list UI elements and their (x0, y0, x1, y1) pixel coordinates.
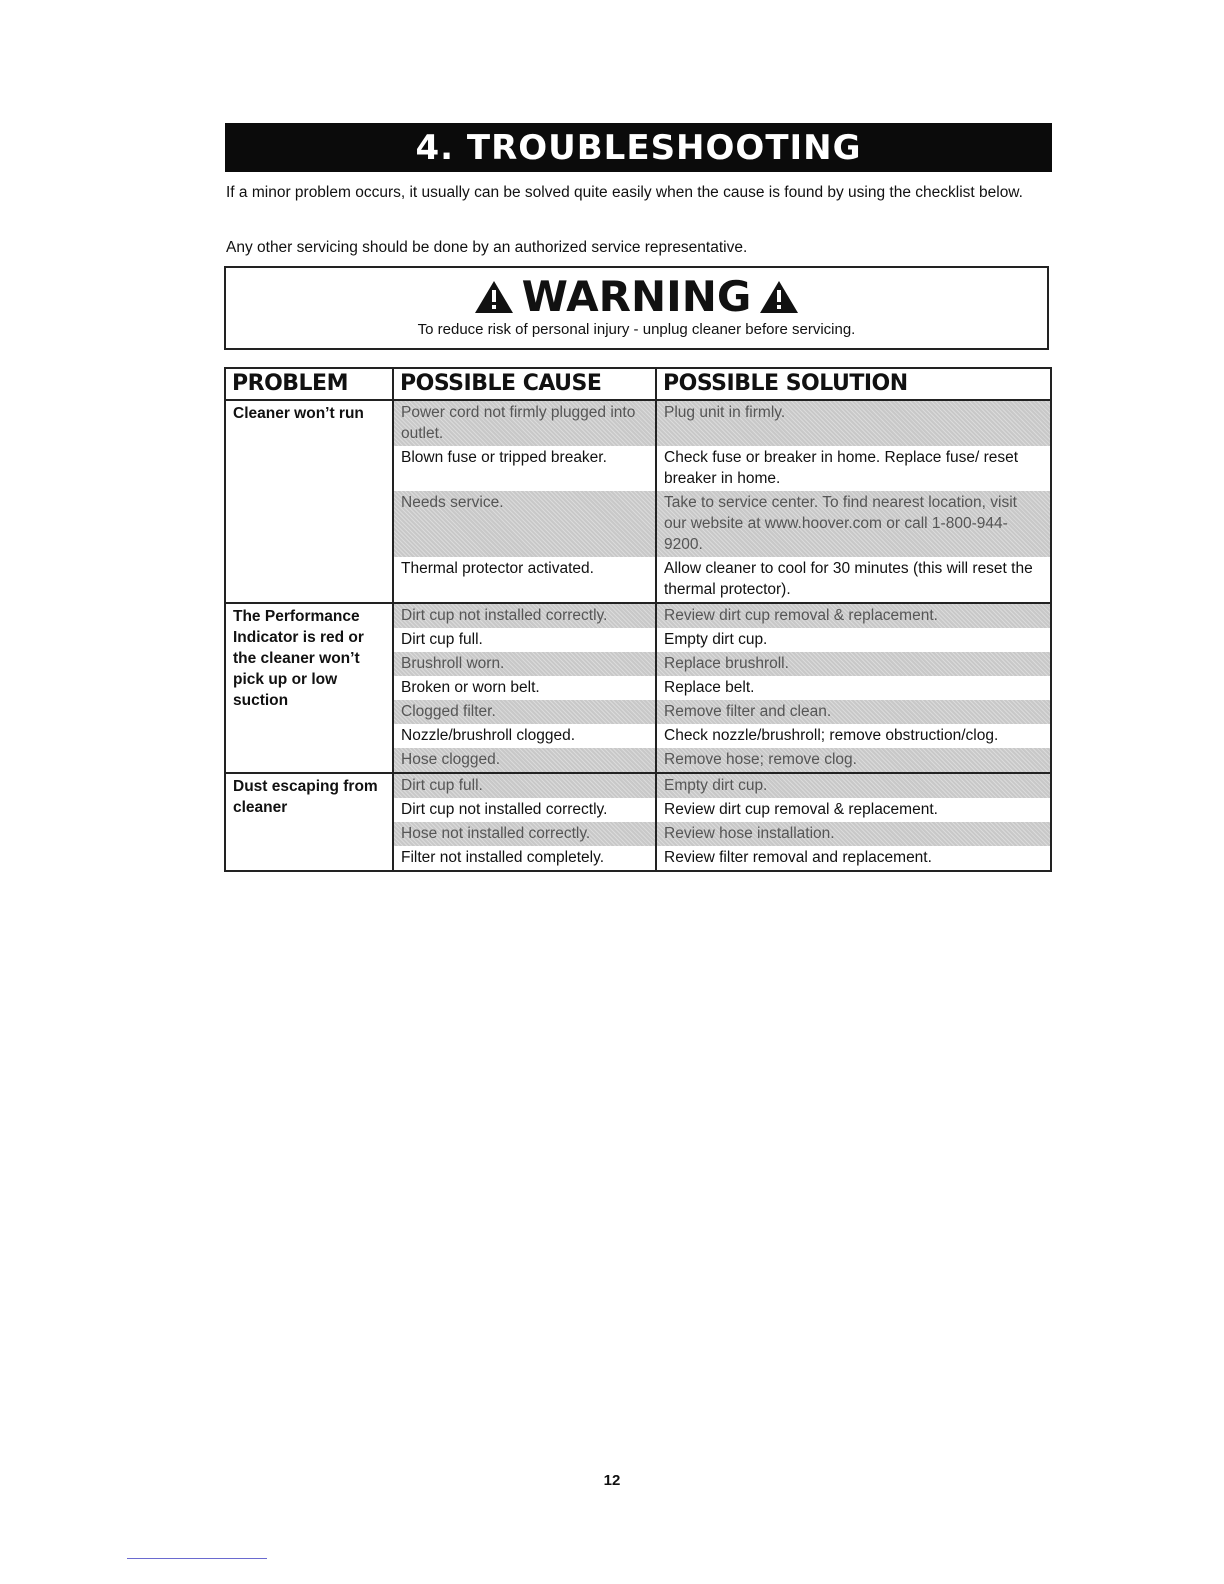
troubleshooting-table (224, 367, 1052, 872)
solution-cell: Empty dirt cup. (656, 628, 1051, 652)
section-title-banner: 4. TROUBLESHOOTING (225, 123, 1052, 172)
solution-cell: Remove hose; remove clog. (656, 748, 1051, 773)
problem-cell: Cleaner won’t run (225, 400, 393, 603)
solution-cell: Remove filter and clean. (656, 700, 1051, 724)
solution-cell: Review dirt cup removal & replacement. (656, 603, 1051, 628)
table-header-row (225, 368, 1051, 400)
intro-paragraph: If a minor problem occurs, it usually can be solved quite easily when the cause is found by using the checklist below. (226, 184, 1023, 201)
solution-cell: Replace brushroll. (656, 652, 1051, 676)
cause-cell: Thermal protector activated. (393, 557, 656, 603)
cause-cell: Dirt cup full. (393, 628, 656, 652)
solution-cell: Check nozzle/brushroll; remove obstruction/clog. (656, 724, 1051, 748)
solution-cell: Replace belt. (656, 676, 1051, 700)
cause-cell: Clogged filter. (393, 700, 656, 724)
solution-cell: Take to service center. To find nearest location, visit our website at www.hoover.com or call 1-800-944-9200. (656, 491, 1051, 557)
solution-cell: Review hose installation. (656, 822, 1051, 846)
solution-cell: Review dirt cup removal & replacement. (656, 798, 1051, 822)
cause-cell: Broken or worn belt. (393, 676, 656, 700)
problem-cell: The Performance Indicator is red or the cleaner won’t pick up or low suction (225, 603, 393, 773)
table-row (225, 603, 1051, 628)
table-row (225, 400, 1051, 446)
solution-cell: Allow cleaner to cool for 30 minutes (this will reset the thermal protector). (656, 557, 1051, 603)
footer-rule (127, 1558, 267, 1559)
solution-cell: Review filter removal and replacement. (656, 846, 1051, 871)
cause-cell: Dirt cup full. (393, 773, 656, 798)
warning-triangle-icon (474, 277, 514, 323)
warning-heading (226, 274, 1047, 323)
cause-cell: Power cord not firmly plugged into outlet. (393, 400, 656, 446)
header-possible-cause: POSSIBLE CAUSE (393, 368, 656, 400)
cause-cell: Hose clogged. (393, 748, 656, 773)
cause-cell: Blown fuse or tripped breaker. (393, 446, 656, 491)
cause-cell: Dirt cup not installed correctly. (393, 603, 656, 628)
solution-cell: Check fuse or breaker in home. Replace fuse/ reset breaker in home. (656, 446, 1051, 491)
warning-title: WARNING (521, 272, 752, 321)
warning-triangle-icon (759, 277, 799, 323)
header-problem: PROBLEM (225, 368, 393, 400)
problem-cell: Dust escaping from cleaner (225, 773, 393, 871)
cause-cell: Nozzle/brushroll clogged. (393, 724, 656, 748)
cause-cell: Hose not installed correctly. (393, 822, 656, 846)
cause-cell: Filter not installed completely. (393, 846, 656, 871)
table-row (225, 773, 1051, 798)
intro-note: Any other servicing should be done by an authorized service representative. (226, 239, 748, 256)
warning-box (224, 266, 1049, 350)
warning-text: To reduce risk of personal injury - unplug cleaner before servicing. (417, 321, 856, 338)
cause-cell: Dirt cup not installed correctly. (393, 798, 656, 822)
cause-cell: Brushroll worn. (393, 652, 656, 676)
cause-cell: Needs service. (393, 491, 656, 557)
solution-cell: Empty dirt cup. (656, 773, 1051, 798)
page-number: 12 (603, 1472, 621, 1489)
header-possible-solution: POSSIBLE SOLUTION (656, 368, 1051, 400)
solution-cell: Plug unit in firmly. (656, 400, 1051, 446)
